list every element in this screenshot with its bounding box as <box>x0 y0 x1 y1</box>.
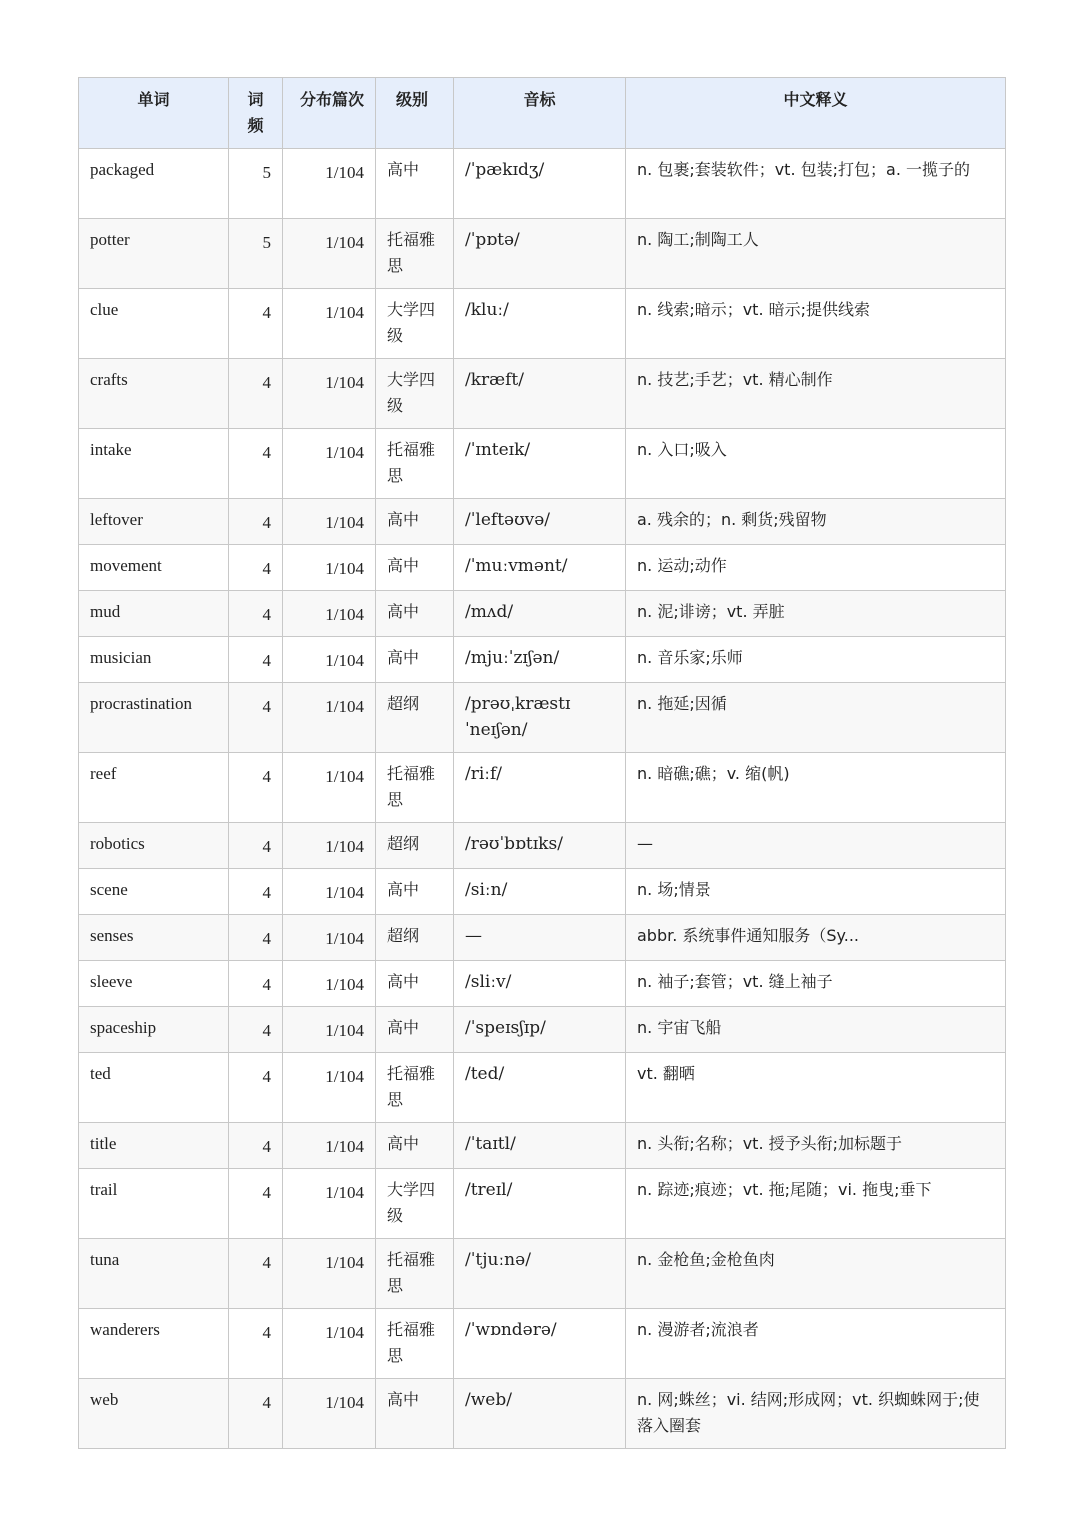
vocabulary-table <box>78 77 1006 1449</box>
cell-phonetic: /ˈmuːvmənt/ <box>454 545 626 591</box>
header-phonetic: 音标 <box>454 78 626 149</box>
cell-frequency: 4 <box>229 1309 283 1379</box>
cell-meaning: n. 网;蛛丝；vi. 结网;形成网；vt. 织蜘蛛网于;使落入圈套 <box>626 1379 1006 1449</box>
cell-phonetic: /mʌd/ <box>454 591 626 637</box>
cell-word: intake <box>79 429 229 499</box>
table-row <box>79 683 1006 753</box>
cell-word: web <box>79 1379 229 1449</box>
header-level: 级别 <box>376 78 454 149</box>
cell-level: 托福雅思 <box>376 219 454 289</box>
cell-distribution: 1/104 <box>283 823 376 869</box>
table-row <box>79 219 1006 289</box>
header-frequency: 词频 <box>229 78 283 149</box>
table-row <box>79 149 1006 219</box>
cell-phonetic: /kluː/ <box>454 289 626 359</box>
cell-level: 托福雅思 <box>376 1053 454 1123</box>
cell-meaning: n. 包裹;套装软件；vt. 包装;打包；a. 一揽子的 <box>626 149 1006 219</box>
cell-meaning: vt. 翻晒 <box>626 1053 1006 1123</box>
cell-meaning: n. 入口;吸入 <box>626 429 1006 499</box>
cell-level: 托福雅思 <box>376 753 454 823</box>
cell-frequency: 4 <box>229 961 283 1007</box>
header-row <box>79 78 1006 149</box>
cell-word: wanderers <box>79 1309 229 1379</box>
cell-phonetic: /ˈpækɪdʒ/ <box>454 149 626 219</box>
cell-phonetic: /ˈtjuːnə/ <box>454 1239 626 1309</box>
cell-word: packaged <box>79 149 229 219</box>
cell-meaning: n. 场;情景 <box>626 869 1006 915</box>
cell-level: 超纲 <box>376 683 454 753</box>
cell-level: 大学四级 <box>376 289 454 359</box>
cell-distribution: 1/104 <box>283 1169 376 1239</box>
table-row <box>79 1169 1006 1239</box>
table-row <box>79 499 1006 545</box>
cell-level: 高中 <box>376 869 454 915</box>
cell-phonetic: — <box>454 915 626 961</box>
cell-level: 高中 <box>376 1379 454 1449</box>
cell-distribution: 1/104 <box>283 961 376 1007</box>
header-word: 单词 <box>79 78 229 149</box>
cell-frequency: 5 <box>229 219 283 289</box>
cell-frequency: 4 <box>229 869 283 915</box>
cell-word: spaceship <box>79 1007 229 1053</box>
header-meaning: 中文释义 <box>626 78 1006 149</box>
table-row <box>79 823 1006 869</box>
cell-word: senses <box>79 915 229 961</box>
table-header <box>79 78 1006 149</box>
cell-meaning: n. 漫游者;流浪者 <box>626 1309 1006 1379</box>
cell-frequency: 4 <box>229 1379 283 1449</box>
table-row <box>79 1239 1006 1309</box>
cell-frequency: 4 <box>229 289 283 359</box>
cell-phonetic: /ˈtaɪtl/ <box>454 1123 626 1169</box>
cell-level: 高中 <box>376 1007 454 1053</box>
cell-level: 超纲 <box>376 823 454 869</box>
cell-frequency: 4 <box>229 823 283 869</box>
cell-phonetic: /sliːv/ <box>454 961 626 1007</box>
cell-phonetic: /rəʊˈbɒtɪks/ <box>454 823 626 869</box>
cell-phonetic: /kræft/ <box>454 359 626 429</box>
cell-word: potter <box>79 219 229 289</box>
cell-level: 高中 <box>376 1123 454 1169</box>
table-row <box>79 1379 1006 1449</box>
cell-word: crafts <box>79 359 229 429</box>
cell-meaning: n. 线索;暗示；vt. 暗示;提供线索 <box>626 289 1006 359</box>
cell-frequency: 4 <box>229 429 283 499</box>
cell-frequency: 4 <box>229 499 283 545</box>
cell-level: 高中 <box>376 499 454 545</box>
cell-distribution: 1/104 <box>283 753 376 823</box>
cell-word: scene <box>79 869 229 915</box>
cell-frequency: 4 <box>229 753 283 823</box>
cell-level: 高中 <box>376 961 454 1007</box>
cell-distribution: 1/104 <box>283 545 376 591</box>
cell-meaning: n. 袖子;套管；vt. 缝上袖子 <box>626 961 1006 1007</box>
table-row <box>79 1309 1006 1379</box>
cell-phonetic: /treɪl/ <box>454 1169 626 1239</box>
cell-distribution: 1/104 <box>283 915 376 961</box>
table-body <box>79 149 1006 1449</box>
cell-word: trail <box>79 1169 229 1239</box>
cell-level: 高中 <box>376 637 454 683</box>
cell-meaning: n. 头衔;名称；vt. 授予头衔;加标题于 <box>626 1123 1006 1169</box>
cell-frequency: 4 <box>229 683 283 753</box>
cell-phonetic: /ˈspeɪsʃɪp/ <box>454 1007 626 1053</box>
cell-level: 托福雅思 <box>376 429 454 499</box>
cell-word: movement <box>79 545 229 591</box>
cell-meaning: n. 技艺;手艺；vt. 精心制作 <box>626 359 1006 429</box>
cell-word: reef <box>79 753 229 823</box>
cell-distribution: 1/104 <box>283 1239 376 1309</box>
table-row <box>79 359 1006 429</box>
cell-meaning: a. 残余的；n. 剩货;残留物 <box>626 499 1006 545</box>
table-row <box>79 915 1006 961</box>
cell-level: 托福雅思 <box>376 1239 454 1309</box>
cell-phonetic: /prəʊˌkræstɪˈneɪʃən/ <box>454 683 626 753</box>
cell-level: 托福雅思 <box>376 1309 454 1379</box>
cell-frequency: 4 <box>229 1053 283 1123</box>
cell-frequency: 4 <box>229 1239 283 1309</box>
cell-frequency: 4 <box>229 637 283 683</box>
cell-phonetic: /riːf/ <box>454 753 626 823</box>
cell-phonetic: /ˈpɒtə/ <box>454 219 626 289</box>
table-row <box>79 1007 1006 1053</box>
cell-frequency: 4 <box>229 1169 283 1239</box>
header-distribution: 分布篇次 <box>283 78 376 149</box>
cell-level: 高中 <box>376 545 454 591</box>
cell-frequency: 4 <box>229 545 283 591</box>
cell-meaning: n. 暗礁;礁；v. 缩(帆) <box>626 753 1006 823</box>
cell-frequency: 4 <box>229 591 283 637</box>
cell-frequency: 4 <box>229 1007 283 1053</box>
cell-meaning: n. 金枪鱼;金枪鱼肉 <box>626 1239 1006 1309</box>
cell-level: 高中 <box>376 591 454 637</box>
table-row <box>79 429 1006 499</box>
cell-frequency: 4 <box>229 359 283 429</box>
cell-meaning: n. 陶工;制陶工人 <box>626 219 1006 289</box>
cell-word: musician <box>79 637 229 683</box>
cell-distribution: 1/104 <box>283 149 376 219</box>
cell-word: robotics <box>79 823 229 869</box>
cell-phonetic: /siːn/ <box>454 869 626 915</box>
table-row <box>79 869 1006 915</box>
cell-distribution: 1/104 <box>283 637 376 683</box>
cell-frequency: 4 <box>229 1123 283 1169</box>
cell-distribution: 1/104 <box>283 289 376 359</box>
table-row <box>79 289 1006 359</box>
cell-meaning: — <box>626 823 1006 869</box>
cell-word: leftover <box>79 499 229 545</box>
cell-distribution: 1/104 <box>283 1123 376 1169</box>
cell-meaning: abbr. 系统事件通知服务（Sy... <box>626 915 1006 961</box>
cell-level: 超纲 <box>376 915 454 961</box>
cell-distribution: 1/104 <box>283 1053 376 1123</box>
cell-phonetic: /ˈwɒndərə/ <box>454 1309 626 1379</box>
table-row <box>79 591 1006 637</box>
cell-phonetic: /ted/ <box>454 1053 626 1123</box>
cell-word: mud <box>79 591 229 637</box>
cell-word: tuna <box>79 1239 229 1309</box>
cell-word: procrastination <box>79 683 229 753</box>
cell-distribution: 1/104 <box>283 499 376 545</box>
cell-phonetic: /web/ <box>454 1379 626 1449</box>
cell-word: sleeve <box>79 961 229 1007</box>
cell-distribution: 1/104 <box>283 1309 376 1379</box>
cell-word: title <box>79 1123 229 1169</box>
cell-word: ted <box>79 1053 229 1123</box>
table-row <box>79 1053 1006 1123</box>
table-row <box>79 545 1006 591</box>
cell-level: 大学四级 <box>376 359 454 429</box>
cell-distribution: 1/104 <box>283 359 376 429</box>
cell-frequency: 5 <box>229 149 283 219</box>
cell-distribution: 1/104 <box>283 1379 376 1449</box>
cell-meaning: n. 音乐家;乐师 <box>626 637 1006 683</box>
table-row <box>79 637 1006 683</box>
cell-meaning: n. 泥;诽谤；vt. 弄脏 <box>626 591 1006 637</box>
table-row <box>79 1123 1006 1169</box>
table-row <box>79 753 1006 823</box>
cell-distribution: 1/104 <box>283 869 376 915</box>
cell-meaning: n. 宇宙飞船 <box>626 1007 1006 1053</box>
cell-phonetic: /ˈleftəʊvə/ <box>454 499 626 545</box>
cell-meaning: n. 运动;动作 <box>626 545 1006 591</box>
cell-phonetic: /mjuːˈzɪʃən/ <box>454 637 626 683</box>
cell-meaning: n. 踪迹;痕迹；vt. 拖;尾随；vi. 拖曳;垂下 <box>626 1169 1006 1239</box>
cell-phonetic: /ˈɪnteɪk/ <box>454 429 626 499</box>
cell-frequency: 4 <box>229 915 283 961</box>
cell-distribution: 1/104 <box>283 219 376 289</box>
cell-level: 高中 <box>376 149 454 219</box>
cell-distribution: 1/104 <box>283 1007 376 1053</box>
cell-meaning: n. 拖延;因循 <box>626 683 1006 753</box>
cell-distribution: 1/104 <box>283 683 376 753</box>
cell-level: 大学四级 <box>376 1169 454 1239</box>
cell-distribution: 1/104 <box>283 591 376 637</box>
cell-word: clue <box>79 289 229 359</box>
table-row <box>79 961 1006 1007</box>
cell-distribution: 1/104 <box>283 429 376 499</box>
